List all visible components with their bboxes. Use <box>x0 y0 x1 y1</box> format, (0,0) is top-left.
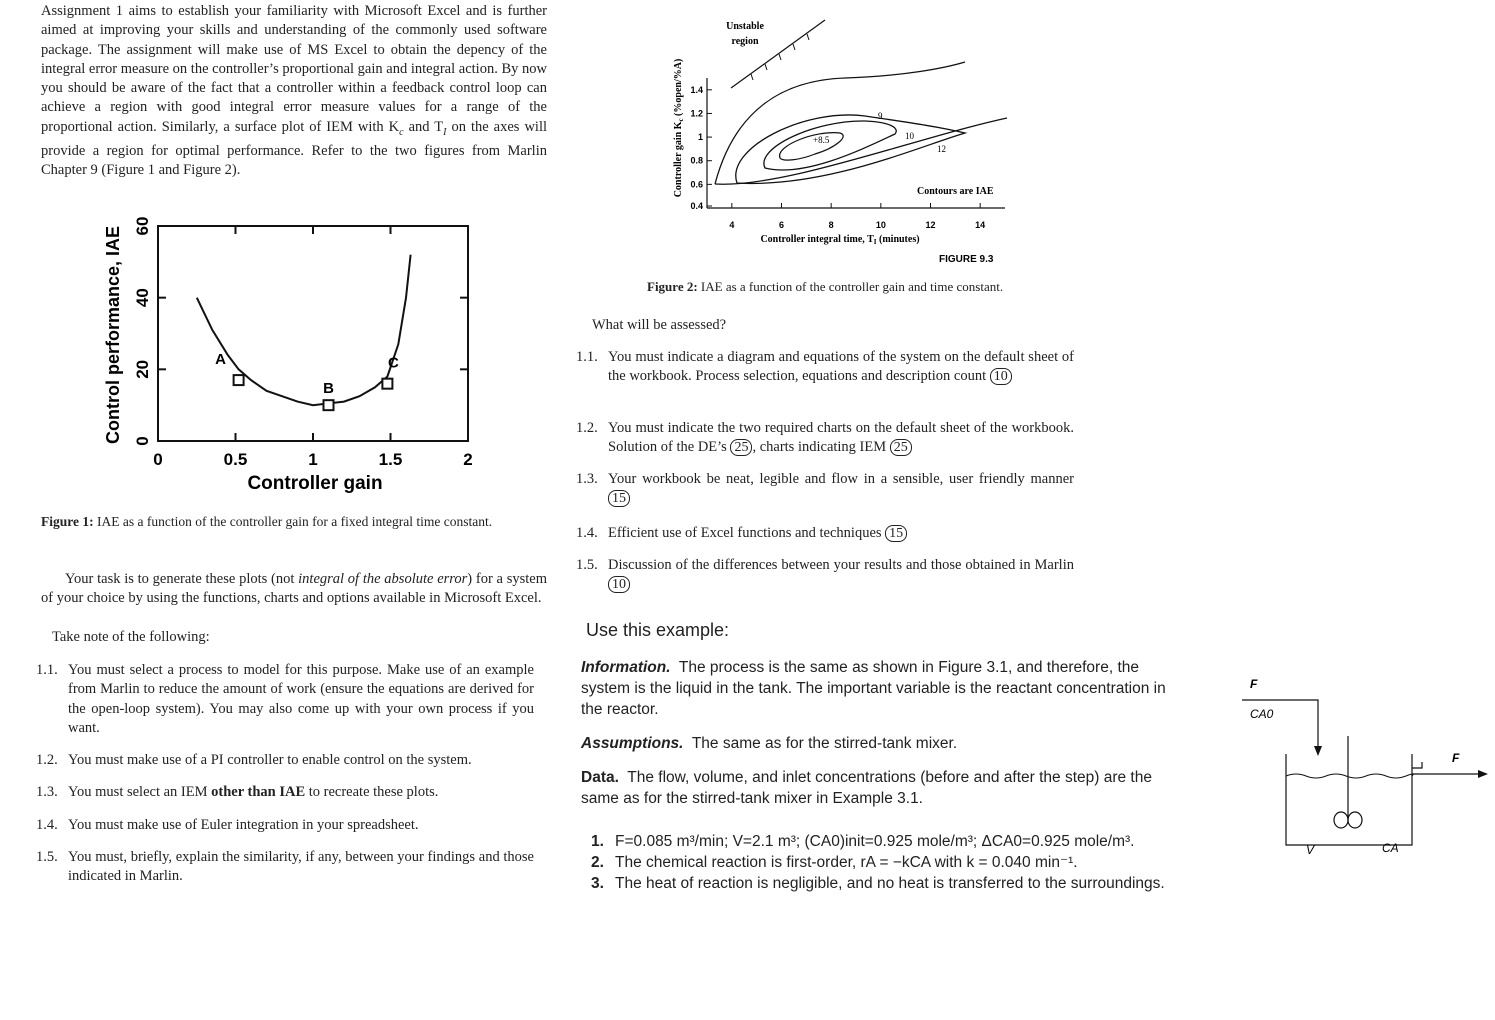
tank-diagram <box>1240 670 1490 870</box>
fig2-x-label: Controller integral time, $T_I$ (minutes) <box>760 234 920 246</box>
example-heading: Use this example: <box>586 620 730 640</box>
example-info: Information. The process is the same as shown in Figure 3.1, and therefore, the system is the liquid in the tank. The important variable is the reactant concentration in the reactor. <box>581 659 1166 718</box>
tank-ca0: CA0 <box>1250 707 1274 721</box>
tank-f-out: F <box>1452 751 1460 765</box>
fig1-ticks <box>158 226 468 441</box>
fig1-plot-frame <box>158 226 468 441</box>
example-data: Data. The flow, volume, and inlet concentrations (before and after the step) are the same as for the stirred-tank mixer in Example 3.1. <box>581 769 1152 807</box>
example-item: 2. The chemical reaction is first-order, rA = −kCA with k = 0.040 min⁻¹. <box>591 854 1078 871</box>
fig2-y-tick-label: 1.2 <box>690 108 703 119</box>
fig2-x-tick-label: 10 <box>875 220 886 230</box>
figure1-chart <box>95 210 495 500</box>
fig2-unstable-label: Unstable <box>726 21 764 32</box>
tank-liquid-level <box>1286 774 1413 778</box>
tank-impeller-right <box>1348 812 1362 828</box>
fig2-y-tick-label: 0.4 <box>690 201 703 211</box>
fig2-x-tick-label: 4 <box>729 220 735 230</box>
tank-ca-label: CA <box>1382 841 1399 855</box>
fig2-figure-number: FIGURE 9.3 <box>939 254 994 265</box>
fig1-y-tick-label: 60 <box>133 216 152 236</box>
figure1-caption: Figure 1: IAE as a function of the controller gain for a fixed integral time constant. <box>41 514 493 529</box>
fig2-contour-12b <box>715 118 1007 184</box>
intro-paragraph: Assignment 1 aims to establish your familiarity with Microsoft Excel and is further aimed at improving your skills and understanding of the commonly used software package. The assignment will make use of MS Excel to obtain the depency of the integral error measure on the controller’s proportional gain and integral action. By now you should be aware of the fact that a controller within a feedback control loop can achieve a region with good integral error measure values for a range of the proportional action. Similarly, a surface plot of IEM with $K_c$ and $T_I$ on the axes will provide a region for optimal performance. Refer to the two figures from Marlin Chapter 9 (Figure 1 and Figure 2). <box>41 3 547 179</box>
fig2-x-tick-label: 8 <box>828 220 834 230</box>
fig1-point-marker <box>234 375 244 385</box>
mark-badge: 15 <box>885 525 907 542</box>
tank-outlet-pipe <box>1412 762 1482 774</box>
fig1-x-label: Controller gain <box>247 473 383 494</box>
fig1-y-label: Control performance, IAE <box>103 225 123 445</box>
fig1-y-tick-label: 0 <box>133 436 152 446</box>
fig2-y-tick-label: 0.8 <box>690 155 703 166</box>
mark-badge: 25 <box>890 439 912 456</box>
mark-badge: 25 <box>730 439 752 456</box>
fig1-x-tick-label: 1 <box>308 450 318 469</box>
tank-vessel <box>1286 754 1412 845</box>
assess-heading: What will be assessed? <box>592 317 727 333</box>
fig1-point-marker <box>324 400 334 410</box>
fig1-x-tick-label: 0 <box>153 450 163 469</box>
tank-v-label: V <box>1306 843 1315 857</box>
figure2-chart <box>665 8 1025 270</box>
fig1-point-label: B <box>323 380 334 398</box>
fig1-tick-labels <box>133 217 473 469</box>
fig1-y-tick-label: 20 <box>133 359 152 379</box>
fig1-points <box>215 351 399 410</box>
fig1-x-tick-label: 0.5 <box>223 450 248 469</box>
figure2-caption: Figure 2: IAE as a function of the controller gain and time constant. <box>647 279 1004 294</box>
fig1-x-tick-label: 1.5 <box>378 450 403 469</box>
tank-f-in: F <box>1250 677 1258 691</box>
fig2-label-10: 10 <box>905 131 914 141</box>
fig2-unstable-hatches <box>751 34 809 80</box>
fig1-point-label: A <box>215 351 227 369</box>
fig2-y-label: Controller gain $K_c$ (%open/%A) <box>673 58 685 198</box>
fig1-point-marker <box>382 379 392 389</box>
fig2-contours-note: Contours are IAE <box>917 186 994 197</box>
mark-badge: 15 <box>608 490 630 507</box>
fig1-point-label: C <box>387 354 399 372</box>
fig1-iae-curve <box>197 255 411 406</box>
fig1-x-tick-label: 2 <box>463 450 473 469</box>
fig2-x-tick-label: 12 <box>925 220 936 230</box>
example-assumptions: Assumptions. The same as for the stirred-tank mixer. <box>581 735 958 752</box>
fig2-x-tick-label: 6 <box>778 220 785 230</box>
mark-badge: 10 <box>608 576 630 593</box>
take-note: Take note of the following: <box>52 629 210 645</box>
fig2-y-tick-label: 1 <box>697 132 703 143</box>
fig1-y-tick-label: 40 <box>133 288 152 308</box>
fig2-contour-8-5 <box>780 133 844 160</box>
example-item: 3. The heat of reaction is negligible, and no heat is transferred to the surroundings. <box>591 875 1165 892</box>
mark-badge: 10 <box>990 368 1012 385</box>
task-paragraph: Your task is to generate these plots (not integral of the absolute error) for a system of your choice by using the functions, charts and options available in Microsoft Excel. <box>41 571 547 607</box>
fig2-label-12: 12 <box>937 144 946 154</box>
fig2-x-tick-label: 14 <box>975 220 986 230</box>
tank-inlet-arrow <box>1314 746 1322 756</box>
fig2-label-9: 9 <box>878 111 883 121</box>
fig2-y-tick-label: 0.6 <box>690 179 703 190</box>
example-item: 1. F=0.085 m³/min; V=2.1 m³; (CA0)init=0.925 mole/m³; ΔCA0=0.925 mole/m³. <box>591 833 1135 850</box>
fig2-y-tick-label: 1.4 <box>690 84 703 95</box>
fig2-label-8-5: +8.5 <box>813 135 830 145</box>
fig2-unstable-label-2: region <box>731 36 759 47</box>
tank-impeller-left <box>1334 812 1348 828</box>
fig2-contour-10 <box>736 115 965 183</box>
tank-outlet-arrow <box>1478 770 1488 778</box>
